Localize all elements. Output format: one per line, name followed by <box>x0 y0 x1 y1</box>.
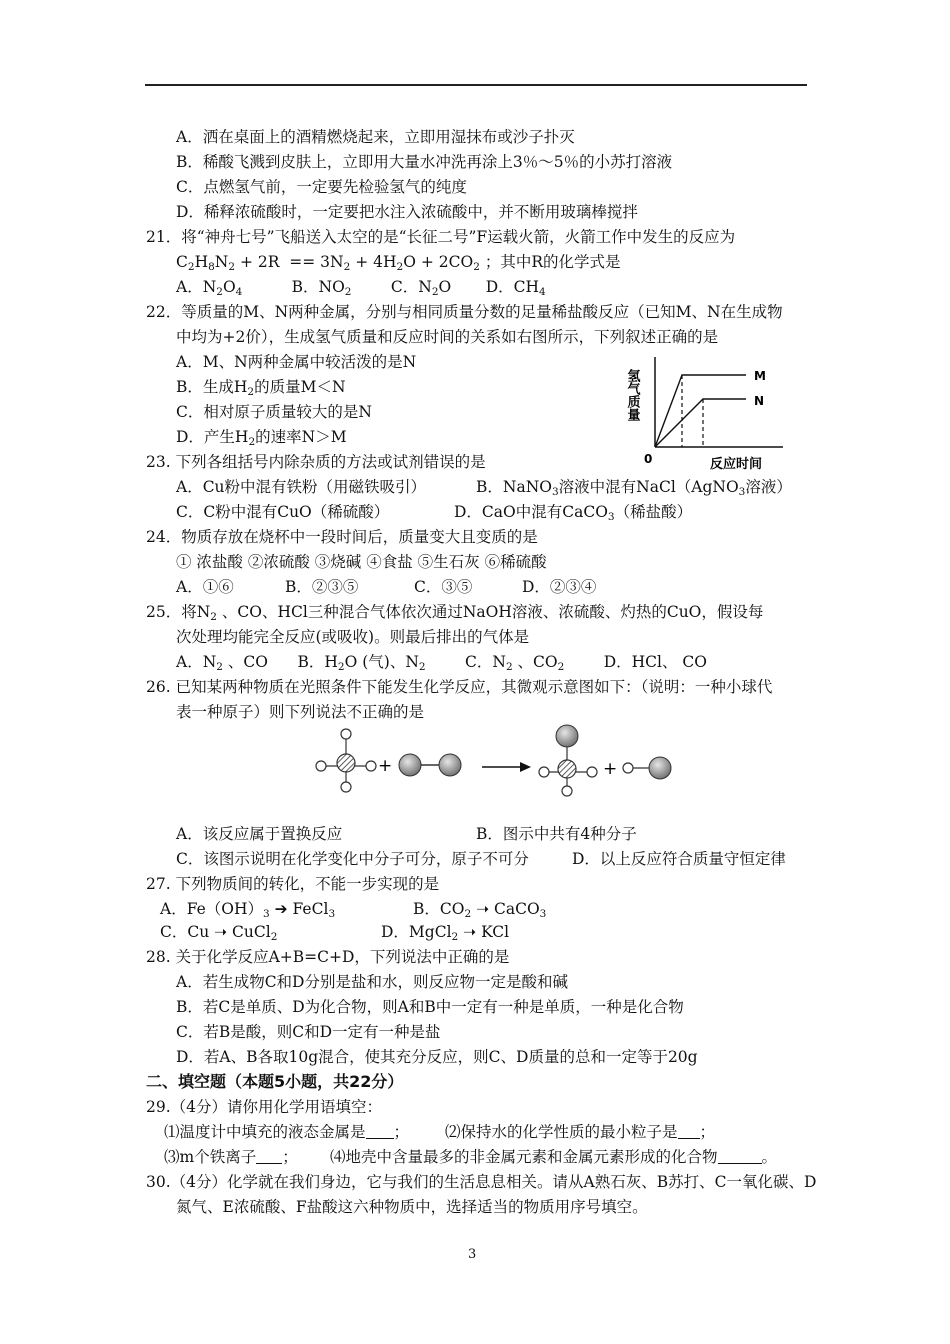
q29-part-2-text: ⑵保持水的化学性质的最小粒子是 <box>445 1123 678 1141</box>
q29-part-3: ⑶m个铁离子 ； <box>164 1148 298 1166</box>
q21-options: A．$N_2O_4$ B．$NO_2$ C．$N_2O$ D．$CH_4$ <box>176 278 546 298</box>
q29-part-1-text: ⑴温度计中填充的液态金属是 <box>164 1123 366 1141</box>
q28-option-a: A．若生成物C和D分别是盐和水，则反应物一定是酸和碱 <box>176 973 568 991</box>
q26-option-d: D．以上反应符合质量守恒定律 <box>572 850 786 868</box>
q23-stem: 23. 下列各组括号内除杂质的方法或试剂错误的是 <box>146 453 486 471</box>
q24-option-a: A．①⑥ <box>176 578 234 596</box>
q29-part-3-text: ⑶m个铁离子 <box>164 1148 257 1166</box>
q24-option-c: C．③⑤ <box>414 578 473 596</box>
q27-option-a: A．$Fe(OH)_3$ ➔ FeCl$_3$ <box>160 900 336 920</box>
header-rule <box>145 84 807 86</box>
q25-stem-line2: 次处理均能完全反应(或吸收)。则最后排出的气体是 <box>176 628 530 646</box>
reaction-arrow <box>482 762 531 772</box>
q20-option-b: B．稀酸飞溅到皮肤上，立即用大量水冲洗再涂上3％～5％的小苏打溶液 <box>176 153 673 171</box>
q24-items: ① 浓盐酸 ②浓硫酸 ③烧碱 ④食盐 ⑤生石灰 ⑥稀硫酸 <box>176 553 547 571</box>
reactant-molecule-1 <box>316 729 376 792</box>
chart-origin: 0 <box>644 452 653 466</box>
q22-option-c: C．相对原子质量较大的是N <box>176 403 372 421</box>
q29-blank-2[interactable] <box>678 1123 700 1139</box>
q22-stem-line2: 中均为+2价），生成氢气质量和反应时间的关系如右图所示，下列叙述正确的是 <box>176 328 719 346</box>
series-n-label: N <box>754 394 765 408</box>
page-number: 3 <box>468 1247 477 1262</box>
series-n-line <box>655 399 746 447</box>
q23-option-a: A．Cu粉中混有铁粉（用磁铁吸引） <box>176 478 427 496</box>
q29-blank-3[interactable] <box>256 1148 282 1164</box>
q22-stem-line1: 22．等质量的M、N两种金属，分别与相同质量分数的足量稀盐酸反应（已知M、N在生成物 <box>146 303 783 321</box>
q22-option-d: D．产生$H_2$的速率N＞M <box>176 428 347 448</box>
q29-part-4-text: ⑷地壳中含量最多的非金属元素和金属元素形成的化合物 <box>330 1148 718 1166</box>
q23-option-c: C．C粉中混有CuO（稀硫酸） <box>176 503 390 521</box>
chart-x-label: 反应时间 <box>710 457 763 472</box>
q28-option-c: C．若B是酸，则C和D一定有一种是盐 <box>176 1023 441 1041</box>
product-molecule-1 <box>539 725 597 796</box>
q26-reaction-diagram <box>310 722 690 804</box>
q26-stem-line2: 表一种原子）则下列说法不正确的是 <box>176 703 425 721</box>
q27-stem: 27. 下列物质间的转化，不能一步实现的是 <box>146 875 440 893</box>
q27-option-d: D．MgCl$_2$ ➝ KCl <box>381 923 510 943</box>
q28-stem: 28. 关于化学反应A+B=C+D，下列说法中正确的是 <box>146 948 510 966</box>
q25-stem-line1: 25．将$N_2$ 、CO、HCl三种混合气体依次通过NaOH溶液、浓硫酸、灼热的CuO，假设每 <box>146 603 764 623</box>
q27-option-c: C．Cu ➝ CuCl$_2$ <box>160 923 278 943</box>
q23-option-b: B．NaNO$_3$溶液中混有NaCl（AgNO$_3$溶液） <box>476 478 792 498</box>
q29-blank-1[interactable] <box>366 1123 394 1139</box>
q20-option-d: D．稀释浓硫酸时，一定要把水注入浓硫酸中，并不断用玻璃棒搅拌 <box>176 203 638 221</box>
q20-option-a: A．洒在桌面上的酒精燃烧起来，立即用湿抹布或沙子扑灭 <box>176 128 575 146</box>
q28-option-d: D．若A、B各取10g混合，使其充分反应，则C、D质量的总和一定等于20g <box>176 1048 698 1066</box>
series-m-label: M <box>754 369 766 383</box>
reactant-molecule-2 <box>399 754 461 776</box>
q29-blank-4[interactable] <box>718 1148 762 1164</box>
q29-part-2: ⑵保持水的化学性质的最小粒子是 ； <box>445 1123 716 1141</box>
q26-stem-line1: 26. 已知某两种物质在光照条件下能发生化学反应，其微观示意图如下：（说明：一种小球代 <box>146 678 773 696</box>
q29-part-1: ⑴温度计中填充的液态金属是 ； <box>164 1123 410 1141</box>
series-m-line <box>655 375 746 447</box>
q25-options: A．$N_2$ 、CO B．$H_2O$ (气)、$N_2$ C．$N_2$ 、$CO_2$ D．HCl、 CO <box>176 653 707 673</box>
q26-option-a: A．该反应属于置换反应 <box>176 825 343 843</box>
chart-y-label: 氢气质量 <box>624 369 640 421</box>
q29-stem: 29.（4分）请你用化学用语填空： <box>146 1098 383 1116</box>
q26-option-c: C．该图示说明在化学变化中分子可分，原子不可分 <box>176 850 529 868</box>
q24-stem: 24．物质存放在烧杯中一段时间后，质量变大且变质的是 <box>146 528 538 546</box>
q22-option-b: B．生成$H_2$的质量M＜N <box>176 378 346 398</box>
q23-option-d: D．CaO中混有CaCO$_3$（稀盐酸） <box>454 503 693 523</box>
q20-option-c: C．点燃氢气前，一定要先检验氢气的纯度 <box>176 178 467 196</box>
q24-option-d: D．②③④ <box>522 578 597 596</box>
plus-sign-1: + <box>378 756 393 776</box>
q30-stem-line1: 30.（4分）化学就在我们身边，它与我们的生活息息相关。请从A熟石灰、B苏打、C一氧化碳、D <box>146 1173 817 1191</box>
q28-option-b: B．若C是单质、D为化合物，则A和B中一定有一种是单质，一种是化合物 <box>176 998 684 1016</box>
product-molecule-2 <box>623 757 671 779</box>
q29-part-4: ⑷地壳中含量最多的非金属元素和金属元素形成的化合物 。 <box>330 1148 778 1166</box>
q22-hydrogen-chart <box>624 355 788 473</box>
q21-stem: 21．将“神舟七号”飞船送入太空的是“长征二号”F运载火箭，火箭工作中发生的反应为 <box>146 228 736 246</box>
q24-option-b: B．②③⑤ <box>285 578 359 596</box>
q21-equation-tail: ；其中R的化学式是 <box>484 253 621 271</box>
q21-equation: $C_2H_8N_2 + 2R == 3N_2 + 4H_2O + 2CO_2$ ；其中R的化学式是 <box>176 253 621 273</box>
plus-sign-2: + <box>603 759 618 779</box>
q26-option-b: B．图示中共有4种分子 <box>476 825 637 843</box>
q22-option-a: A．M、N两种金属中较活泼的是N <box>176 353 417 371</box>
section-2-heading: 二、填空题（本题5小题，共22分） <box>146 1072 404 1091</box>
q27-option-b: B．$CO_2$ ➝ CaCO$_3$ <box>413 900 547 920</box>
q30-stem-line2: 氮气、E浓硫酸、F盐酸这六种物质中，选择适当的物质用序号填空。 <box>176 1198 648 1216</box>
